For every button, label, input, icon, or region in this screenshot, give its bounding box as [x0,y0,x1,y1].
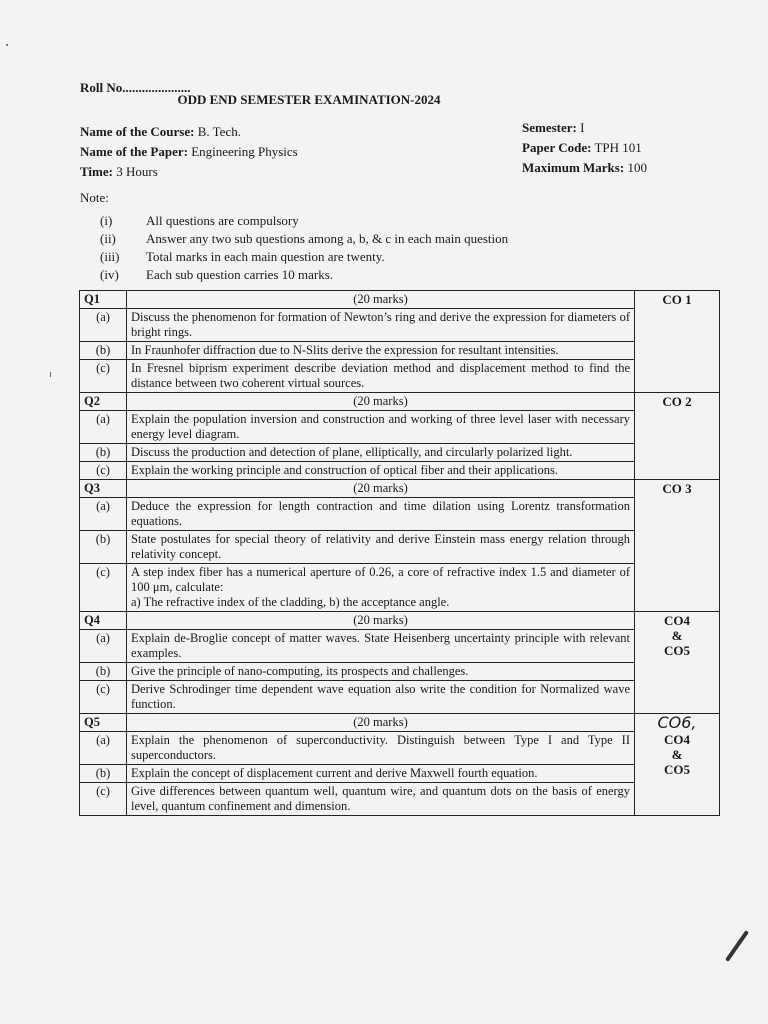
sub-question-text [127,360,635,393]
sub-question-row [80,411,720,444]
sub-question-text [127,342,635,360]
time-label: Time: [80,164,113,179]
question-label: Q3 [80,480,127,498]
note-number: (iv) [100,267,119,282]
sub-question-text [127,309,635,342]
roll-number: Roll No..................... [80,80,191,95]
sub-question-row [80,309,720,342]
course-outcome-text: CO 2 [662,394,692,409]
code-value: TPH 101 [591,140,642,155]
note-number: (iii) [100,249,120,264]
sub-question-id: (b) [80,531,127,564]
sub-question-id: (b) [80,765,127,783]
note-list [100,212,508,284]
note-text: All questions are compulsory [146,213,299,228]
question-label: Q2 [80,393,127,411]
max-marks-line [522,158,647,178]
semester-line [522,118,647,138]
question-marks: (20 marks) [127,612,635,630]
question-marks: (20 marks) [127,393,635,411]
paper-info [522,118,647,178]
sub-question-id: (c) [80,360,127,393]
note-item [100,212,508,230]
note-text: Answer any two sub questions among a, b, & c in each main question [146,231,509,246]
course-value: B. Tech. [194,124,241,139]
course-outcome [635,714,720,816]
sub-question-row [80,462,720,480]
note-label: Note: [80,190,109,205]
sub-question-body: In Fraunhofer diffraction due to N-Slits derive the expression for resultant intensities. [131,343,559,357]
sub-question-body: Explain the phenomenon of superconductivity. Distinguish between Type I and Type II superconductors. [131,733,630,762]
handwritten-course-outcome: CO6, [657,713,697,732]
semester-value: I [576,120,585,135]
question-header-row [80,393,720,411]
sub-question-text [127,732,635,765]
question-table [79,290,720,816]
sub-question-text [127,411,635,444]
sub-question-id: (c) [80,564,127,612]
question-label: Q5 [80,714,127,732]
sub-question-body: Explain the working principle and construction of optical fiber and their applications. [131,463,558,477]
semester-label: Semester: [522,120,577,135]
sub-question-row [80,765,720,783]
sub-question-body: Explain the concept of displacement current and derive Maxwell fourth equation. [131,766,538,780]
sub-question-body: Derive Schrodinger time dependent wave equation also write the condition for Normalized wave function. [131,682,630,711]
question-header-row [80,291,720,309]
sub-question-row [80,681,720,714]
sub-question-text [127,630,635,663]
sub-question-text [127,531,635,564]
time-line [80,162,298,182]
sub-question-text [127,462,635,480]
sub-question-text [127,498,635,531]
sub-question-id: (b) [80,663,127,681]
question-header-row [80,612,720,630]
scan-speck [6,44,8,46]
paper-label: Name of the Paper: [80,144,188,159]
course-outcome-line: CO5 [664,762,690,777]
course-line [80,122,298,142]
code-label: Paper Code: [522,140,592,155]
sub-question-row [80,498,720,531]
note-text: Each sub question carries 10 marks. [146,267,334,282]
sub-question-id: (a) [80,498,127,531]
sub-question-id: (b) [80,444,127,462]
sub-question-id: (a) [80,630,127,663]
paper-value: Engineering Physics [187,144,298,159]
sub-question-row [80,783,720,816]
exam-title [0,92,768,108]
sub-question-body: Discuss the phenomenon for formation of Newton’s ring and derive the expression for diameters of bright rings. [131,310,630,339]
note-number: (ii) [100,231,116,246]
course-outcome-line: CO4 [664,732,690,747]
sub-question-text [127,564,635,612]
note-number: (i) [100,213,113,228]
sub-question-row [80,342,720,360]
question-header-row [80,714,720,732]
sub-question-row [80,360,720,393]
sub-question-extra: a) The refractive index of the cladding, b) the acceptance angle. [131,595,450,609]
sub-question-body: State postulates for special theory of relativity and derive Einstein mass energy relation through relativity concept. [131,532,630,561]
sub-question-body: Discuss the production and detection of plane, elliptically, and circularly polarized light. [131,445,573,459]
sub-question-text [127,444,635,462]
sub-question-row [80,531,720,564]
sub-question-body: Give the principle of nano-computing, its prospects and challenges. [131,664,469,678]
course-outcome [635,393,720,480]
max-marks-value: 100 [624,160,647,175]
code-line [522,138,647,158]
sub-question-id: (c) [80,681,127,714]
question-label: Q1 [80,291,127,309]
pen-mark [725,930,749,962]
course-outcome-line: & [671,628,683,643]
sub-question-row [80,663,720,681]
course-outcome-text: CO 1 [662,292,692,307]
sub-question-id: (b) [80,342,127,360]
scan-speck [50,372,51,377]
question-header-row [80,480,720,498]
note-item [100,248,508,266]
question-marks: (20 marks) [127,480,635,498]
question-marks: (20 marks) [127,291,635,309]
sub-question-row [80,444,720,462]
sub-question-text [127,663,635,681]
sub-question-text [127,765,635,783]
note-text: Total marks in each main question are twenty. [146,249,385,264]
course-outcome-text: CO 3 [662,481,692,496]
course-outcome-line: CO4 [664,613,690,628]
sub-question-id: (c) [80,783,127,816]
course-info [80,122,298,182]
question-label: Q4 [80,612,127,630]
sub-question-id: (c) [80,462,127,480]
course-label: Name of the Course: [80,124,195,139]
max-marks-label: Maximum Marks: [522,160,625,175]
note-item [100,266,508,284]
sub-question-body: Explain the population inversion and construction and working of three level laser with necessary energy level diagram. [131,412,630,441]
sub-question-id: (a) [80,411,127,444]
sub-question-row [80,732,720,765]
sub-question-id: (a) [80,309,127,342]
sub-question-body: In Fresnel biprism experiment describe deviation method and displacement method to find the distance between two coherent virtual sources. [131,361,630,390]
sub-question-text [127,783,635,816]
course-outcome-line: CO5 [664,643,690,658]
sub-question-body: Explain de-Broglie concept of matter waves. State Heisenberg uncertainty principle with relevant examples. [131,631,630,660]
paper-line [80,142,298,162]
sub-question-text [127,681,635,714]
sub-question-id: (a) [80,732,127,765]
time-value: 3 Hours [112,164,158,179]
sub-question-row [80,564,720,612]
sub-question-body: Deduce the expression for length contraction and time dilation using Lorentz transformation equations. [131,499,630,528]
course-outcome-line: & [671,747,683,762]
sub-question-body: A step index fiber has a numerical aperture of 0.26, a core of refractive index 1.5 and diameter of 100 μm, calculate: [131,565,630,594]
question-marks: (20 marks) [127,714,635,732]
sub-question-row [80,630,720,663]
sub-question-body: Give differences between quantum well, quantum wire, and quantum dots on the basis of energy level, quantum confinement and dimension. [131,784,630,813]
course-outcome [635,480,720,612]
course-outcome [635,612,720,714]
exam-title-text: ODD END SEMESTER EXAMINATION-2024 [177,92,441,107]
note-item [100,230,508,248]
course-outcome [635,291,720,393]
